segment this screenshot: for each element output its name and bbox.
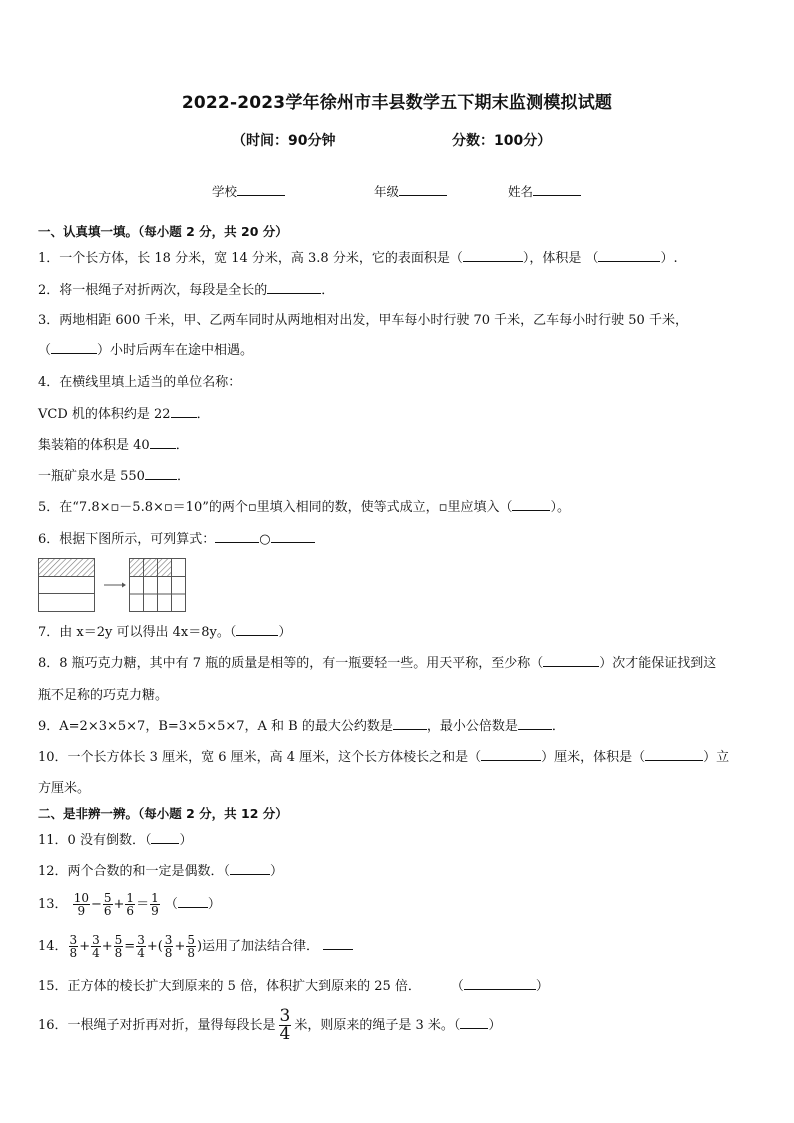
q1-blank-area[interactable]: [463, 260, 523, 262]
question-1: 1．一个长方体，长 18 分米，宽 14 分米，高 3.8 分米，它的表面积是（ ），体积是 （ ）.: [38, 251, 678, 266]
grade-label: 年级: [374, 184, 400, 199]
name-blank[interactable]: [533, 194, 581, 196]
q5-blank[interactable]: [512, 509, 550, 511]
q14-frac-6: $\frac{5}{8}$: [187, 933, 195, 960]
section1-heading: 一、认真填一填。（每小题 2 分，共 20 分）: [38, 224, 288, 239]
q16-blank[interactable]: [460, 1027, 488, 1029]
name-field[interactable]: [508, 182, 581, 200]
name-label: 姓名: [508, 184, 534, 199]
q9-blank-lcm[interactable]: [518, 728, 552, 730]
score-label: 分数：100分）: [452, 133, 552, 149]
q15-blank[interactable]: [464, 988, 536, 990]
q4b-blank[interactable]: [150, 447, 176, 449]
question-13: 13． $\frac{10}{9}$ − $\frac{5}{6}$ + $\frac{1}{6}$ ＝ $\frac{1}{9}$ （ ）: [38, 891, 221, 918]
section2-heading: 二、是非辨一辨。（每小题 2 分，共 12 分）: [38, 806, 288, 821]
right-rectangle: [130, 559, 186, 612]
question-4a: VCD 机的体积约是 22 ．: [38, 407, 210, 422]
q1-blank-volume[interactable]: [598, 260, 660, 262]
q3-blank[interactable]: [51, 352, 97, 354]
left-rectangle: [39, 559, 95, 612]
q10-blank-edges[interactable]: [481, 759, 541, 761]
q13-frac-4: $\frac{1}{9}$: [151, 891, 159, 918]
arrow-icon: [104, 583, 126, 588]
q13-frac-3: $\frac{1}{6}$: [126, 891, 135, 918]
question-15: 15．正方体的棱长扩大到原来的 5 倍，体积扩大到原来的 25 倍． （ ）: [38, 979, 549, 994]
time-label: （时间：90分钟: [232, 133, 336, 149]
question-4c: 一瓶矿泉水是 550 ．: [38, 469, 190, 484]
grade-blank[interactable]: [399, 194, 447, 196]
q14-blank[interactable]: [323, 948, 353, 950]
school-label: 学校: [212, 184, 238, 199]
q2-blank[interactable]: [267, 292, 321, 294]
q13-frac-1: $\frac{10}{9}$: [73, 891, 89, 918]
school-blank[interactable]: [237, 194, 285, 196]
question-12: 12．两个合数的和一定是偶数．（ ）: [38, 864, 284, 879]
q4a-blank[interactable]: [171, 416, 197, 418]
q13-blank[interactable]: [178, 906, 208, 908]
q7-blank[interactable]: [236, 634, 278, 636]
question-3-cont: （ ）小时后两车在途中相遇。: [38, 343, 254, 358]
question-10: 10．一个长方体长 3 厘米，宽 6 厘米，高 4 厘米，这个长方体棱长之和是（ ）厘米，体积是（ ）立: [38, 750, 730, 765]
q14-frac-5: $\frac{3}{8}$: [164, 933, 173, 960]
question-5: 5．在“7.8×▫－5.8×▫＝10”的两个▫里填入相同的数，使等式成立，▫里应填入（ ）。: [38, 500, 570, 515]
question-6: 6．根据下图所示，可列算式： ○: [38, 532, 315, 548]
grade-field[interactable]: [374, 182, 447, 200]
q14-frac-3: $\frac{5}{8}$: [114, 933, 123, 960]
page-title: 2022-2023学年徐州市丰县数学五下期末监测模拟试题: [181, 93, 613, 113]
q9-blank-gcd[interactable]: [393, 728, 427, 730]
question-8: 8．8 瓶巧克力糖，其中有 7 瓶的质量是相等的，有一瓶要轻一些。用天平称，至少称（ ）次才能保证找到这: [38, 656, 717, 671]
q4c-blank[interactable]: [145, 478, 177, 480]
question-14: 14． $\frac{3}{8}$ + $\frac{3}{4}$ + $\frac{5}{8}$ = $\frac{3}{4}$ +( $\frac{3}{8}$ + $\frac{5}{8}$ )运用了加法结合律．: [38, 934, 353, 960]
question-7: 7．由 x＝2y 可以得出 4x＝8y。（ ）: [38, 625, 292, 640]
question-11: 11．0 没有倒数．（ ）: [38, 833, 193, 848]
question-16: 16．一根绳子对折再对折，量得每段长是 $\frac{3}{4}$ 米，则原来的绳子是 3 米。（ ）: [38, 1006, 502, 1044]
q8-blank[interactable]: [543, 665, 599, 667]
q11-blank[interactable]: [151, 842, 179, 844]
q14-frac-1: $\frac{3}{8}$: [69, 933, 78, 960]
question-4: 4．在横线里填上适当的单位名称：: [38, 375, 242, 390]
q14-frac-4: $\frac{3}{4}$: [137, 933, 145, 960]
q10-blank-volume[interactable]: [645, 759, 703, 761]
q6-blank-2[interactable]: [271, 541, 315, 543]
question-10-cont: 方厘米。: [38, 781, 91, 796]
q12-blank[interactable]: [230, 873, 270, 875]
fraction-diagram: [38, 558, 188, 612]
question-2: 2．将一根绳子对折两次，每段是全长的 ．: [38, 283, 335, 298]
question-9: 9．A=2×3×5×7，B=3×5×5×7，A 和 B 的最大公约数是 ，最小公倍数是 ．: [38, 719, 565, 734]
school-field[interactable]: [212, 182, 285, 200]
q16-frac: $\frac{3}{4}$: [279, 1006, 291, 1044]
question-8-cont: 瓶不足称的巧克力糖。: [38, 688, 169, 703]
question-4b: 集装箱的体积是 40 ．: [38, 438, 189, 453]
q13-frac-2: $\frac{5}{6}$: [103, 891, 112, 918]
question-3: 3．两地相距 600 千米，甲、乙两车同时从两地相对出发，甲车每小时行驶 70 千米，乙车每小时行驶 50 千米，: [38, 313, 688, 328]
q6-blank-1[interactable]: [215, 541, 259, 543]
q14-frac-2: $\frac{3}{4}$: [92, 933, 100, 960]
